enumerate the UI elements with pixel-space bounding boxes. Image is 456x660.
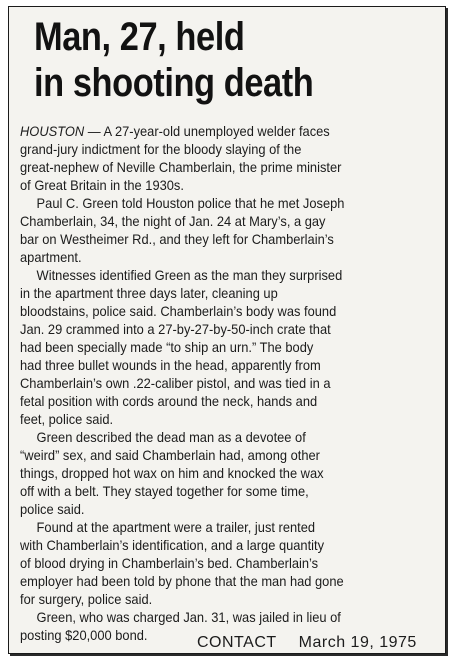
article-line: posting $20,000 bond. [20,627,148,643]
article-line: Jan. 29 crammed into a 27-by-27-by-50-inch crate that [20,321,331,337]
article-line: fetal position with cords around the neck, hands and [20,393,318,409]
article-line: in the apartment three days later, cleaning up [20,285,278,301]
article-line: feet, police said. [20,411,114,427]
headline-line-2: in shooting death [34,61,314,105]
article-line: police said. [20,501,85,517]
headline [34,14,378,106]
article-line: Chamberlain’s own .22-caliber pistol, and was tied in a [20,375,331,391]
article-line: for surgery, police said. [20,591,153,607]
article-line: of blood drying in Chamberlain’s bed. Chamberlain’s [20,555,319,571]
publication-date: March 19, 1975 [298,634,417,651]
article-line: bloodstains, police said. Chamberlain’s body was found [20,303,337,319]
dateline: HOUSTON [20,123,85,139]
article-line: of Great Britain in the 1930s. [20,177,184,193]
article-line: Paul C. Green told Houston police that he met Joseph [36,195,345,211]
headline-line-1: Man, 27, held [34,15,245,59]
article-line: had three bullet wounds in the head, apparently from [20,357,321,373]
article-line: Green, who was charged Jan. 31, was jailed in lieu of [36,609,341,625]
article-line: things, dropped hot wax on him and knocked the wax [20,465,324,481]
article-line: Chamberlain, 34, the night of Jan. 24 at Mary’s, a gay [20,213,326,229]
publication-credit [197,634,417,652]
article-line: apartment. [20,249,82,265]
article-line: grand-jury indictment for the bloody slaying of the [20,141,302,157]
article-body [20,122,412,644]
article-line: employer had been told by phone that the man had gone [20,573,344,589]
article-line [20,122,412,140]
article-line: had been specially made “to ship an urn.” The body [20,339,314,355]
article-line: Green described the dead man as a devotee of [36,429,306,445]
article-line: great-nephew of Neville Chamberlain, the prime minister [20,159,342,175]
article-line: bar on Westheimer Rd., and they left for Chamberlain’s [20,231,334,247]
article-line: off with a belt. They stayed together for some time, [20,483,309,499]
article-line: Found at the apartment were a trailer, just rented [36,519,316,535]
article-line: “weird” sex, and said Chamberlain had, among other [20,447,320,463]
article-line-text: — A 27-year-old unemployed welder faces [84,123,330,139]
publication-name: CONTACT [197,634,277,651]
article-line: Witnesses identified Green as the man they surprised [36,267,343,283]
article-line: with Chamberlain’s identification, and a large quantity [20,537,325,553]
